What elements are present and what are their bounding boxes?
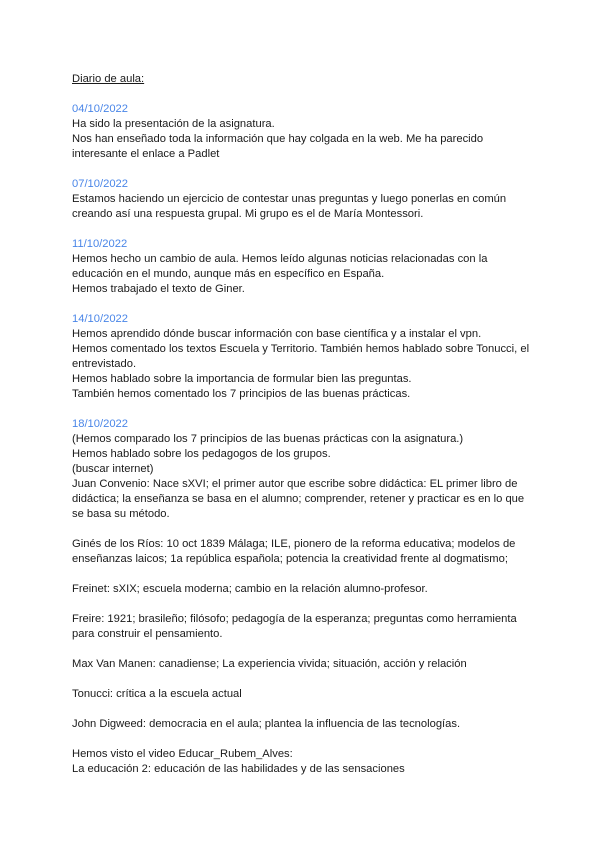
diary-entry — [72, 237, 536, 297]
entry-text-line: Estamos haciendo un ejercicio de contestar unas preguntas y luego ponerlas en común — [72, 193, 507, 205]
notes-paragraphs — [72, 537, 536, 777]
entry-text-line: creando así una respuesta grupal. Mi grupo es el de María Montessori. — [72, 208, 424, 220]
diary-entry — [72, 417, 536, 522]
note-paragraph — [72, 537, 536, 567]
entry-text-line: Hemos trabajado el texto de Giner. — [72, 283, 245, 295]
entry-text-line: didáctica; la enseñanza se basa en el alumno; comprender, retener y practicar es en lo que — [72, 493, 525, 505]
entry-text-line: También hemos comentado los 7 principios de las buenas prácticas. — [72, 388, 411, 400]
entry-text-line: (buscar internet) — [72, 463, 154, 475]
note-text-line: para construir el pensamiento. — [72, 628, 223, 640]
note-text-line: enseñanzas laicos; 1a república española; potencia la creatividad frente al dogmatismo; — [72, 553, 508, 565]
entry-date: 07/10/2022 — [72, 178, 128, 190]
entry-text-line: Nos han enseñado toda la información que hay colgada en la web. Me ha parecido — [72, 133, 484, 145]
entry-date: 14/10/2022 — [72, 313, 128, 325]
diary-entry — [72, 177, 536, 222]
diary-entry — [72, 312, 536, 402]
note-paragraph — [72, 612, 536, 642]
entry-text-line: Ha sido la presentación de la asignatura. — [72, 118, 275, 130]
note-paragraph — [72, 747, 536, 777]
entry-date: 04/10/2022 — [72, 103, 128, 115]
note-text-line: Hemos visto el video Educar_Rubem_Alves: — [72, 748, 293, 760]
note-text-line: La educación 2: educación de las habilidades y de las sensaciones — [72, 763, 405, 775]
entry-text-line: Hemos hablado sobre la importancia de formular bien las preguntas. — [72, 373, 412, 385]
document-title: Diario de aula: — [72, 73, 145, 85]
diary-entries — [72, 102, 536, 522]
entry-text-line: (Hemos comparado los 7 principios de las buenas prácticas con la asignatura.) — [72, 433, 464, 445]
entry-text-line: Juan Convenio: Nace sXVI; el primer autor que escribe sobre didáctica: EL primer libro de — [72, 478, 518, 490]
entry-text-line: interesante el enlace a Padlet — [72, 148, 220, 160]
entry-text-line: educación en el mundo, aunque más en específico en España. — [72, 268, 385, 280]
note-text-line: Ginés de los Ríos: 10 oct 1839 Málaga; ILE, pionero de la reforma educativa; modelos de — [72, 538, 516, 550]
note-paragraph — [72, 687, 536, 702]
entry-text-line: se basa su método. — [72, 508, 170, 520]
entry-date: 11/10/2022 — [72, 238, 128, 250]
note-text-line: Freire: 1921; brasileño; filósofo; pedagogía de la esperanza; preguntas como herramienta — [72, 613, 517, 625]
note-paragraph — [72, 717, 536, 732]
entry-date: 18/10/2022 — [72, 418, 128, 430]
note-paragraph — [72, 657, 536, 672]
entry-text-line: Hemos hablado sobre los pedagogos de los grupos. — [72, 448, 331, 460]
diary-entry — [72, 102, 536, 162]
note-text-line: Freinet: sXIX; escuela moderna; cambio en la relación alumno-profesor. — [72, 583, 428, 595]
entry-text-line: Hemos aprendido dónde buscar información con base científica y a instalar el vpn. — [72, 328, 482, 340]
note-text-line: John Digweed: democracia en el aula; plantea la influencia de las tecnologías. — [72, 718, 461, 730]
entry-text-line: entrevistado. — [72, 358, 137, 370]
entry-text-line: Hemos hecho un cambio de aula. Hemos leído algunas noticias relacionadas con la — [72, 253, 488, 265]
note-paragraph — [72, 582, 536, 597]
note-text-line: Tonucci: crítica a la escuela actual — [72, 688, 242, 700]
entry-text-line: Hemos comentado los textos Escuela y Territorio. También hemos hablado sobre Tonucci, el — [72, 343, 530, 355]
note-text-line: Max Van Manen: canadiense; La experiencia vivida; situación, acción y relación — [72, 658, 467, 670]
